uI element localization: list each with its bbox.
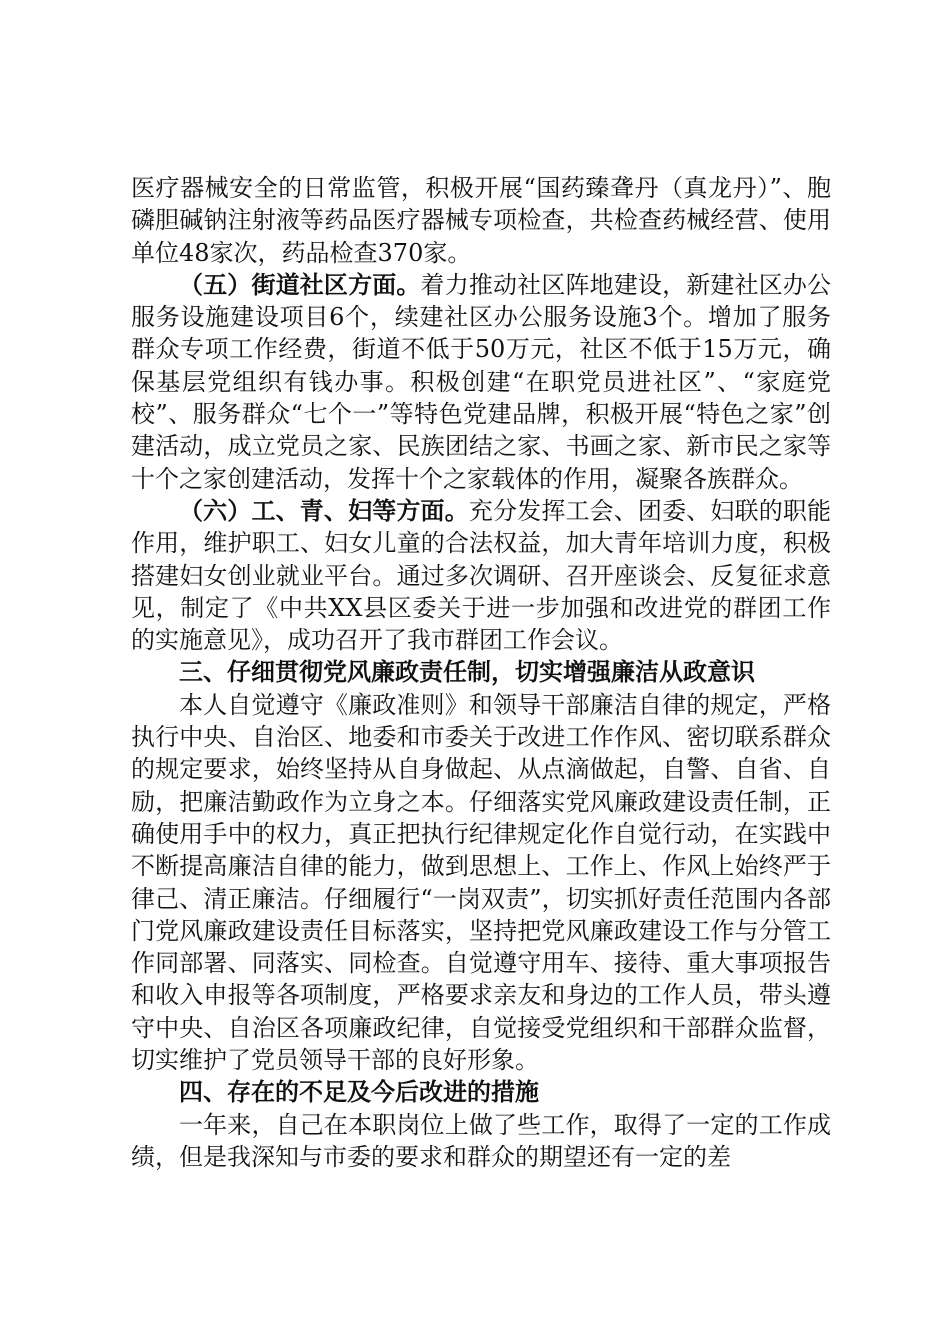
paragraph-mass-organizations bbox=[131, 495, 831, 656]
heading-shortcomings-improvements: 四、存在的不足及今后改进的措施 bbox=[179, 1077, 539, 1107]
paragraph-medical-supervision: 医疗器械安全的日常监管，积极开展“国药臻聋丹（真龙丹）”、胞磷胆碱钠注射液等药品医疗器械专项检查，共检查药械经营、使用单位48家次，药品检查370家。 bbox=[131, 174, 831, 267]
paragraph-year-review: 一年来，自己在本职岗位上做了些工作，取得了一定的工作成绩，但是我深知与市委的要求和群众的期望还有一定的差 bbox=[131, 1110, 831, 1171]
paragraph-street-community bbox=[131, 269, 831, 495]
section-lead-mass-organizations: （六）工、青、妇等方面。 bbox=[179, 495, 469, 525]
section-lead-street-community: （五）街道社区方面。 bbox=[179, 269, 421, 299]
document-page bbox=[131, 172, 831, 1173]
paragraph-body-street-community: 着力推动社区阵地建设，新建社区办公服务设施建设项目6个，续建社区办公服务设施3个。增加了服务群众专项工作经费，街道不低于50万元，社区不低于15万元，确保基层党组织有钱办事。积极创建“在职党员进社区”、“家庭党校”、服务群众“七个一”等特色党建品牌，积极开展“特色之家”创建活动，成立党员之家、民族团结之家、书画之家、新市民之家等十个之家创建活动，发挥十个之家载体的作用，凝聚各族群众。 bbox=[131, 270, 832, 493]
paragraph-body-mass-organizations: 充分发挥工会、团委、妇联的职能作用，维护职工、妇女儿童的合法权益，加大青年培训力度，积极搭建妇女创业就业平台。通过多次调研、召开座谈会、反复征求意见，制定了《中共XX县区委关于进一步加强和改进党的群团工作的实施意见》，成功召开了我市群团工作会议。 bbox=[131, 496, 832, 655]
heading-integrity-responsibility: 三、仔细贯彻党风廉政责任制，切实增强廉洁从政意识 bbox=[179, 657, 755, 687]
paragraph-integrity-self-discipline: 本人自觉遵守《廉政准则》和领导干部廉洁自律的规定，严格执行中央、自治区、地委和市委关于改进工作作风、密切联系群众的规定要求，始终坚持从自身做起、从点滴做起，自警、自省、自励，把廉洁勤政作为立身之本。仔细落实党风廉政建设责任制，正确使用手中的权力，真正把执行纪律规定化作自觉行动，在实践中不断提高廉洁自律的能力，做到思想上、工作上、作风上始终严于律己、清正廉洁。仔细履行“一岗双责”，切实抓好责任范围内各部门党风廉政建设责任目标落实，坚持把党风廉政建设工作与分管工作同部署、同落实、同检查。自觉遵守用车、接待、重大事项报告和收入申报等各项制度，严格要求亲友和身边的工作人员，带头遵守中央、自治区各项廉政纪律，自觉接受党组织和干部群众监督，切实维护了党员领导干部的良好形象。 bbox=[131, 690, 831, 1075]
